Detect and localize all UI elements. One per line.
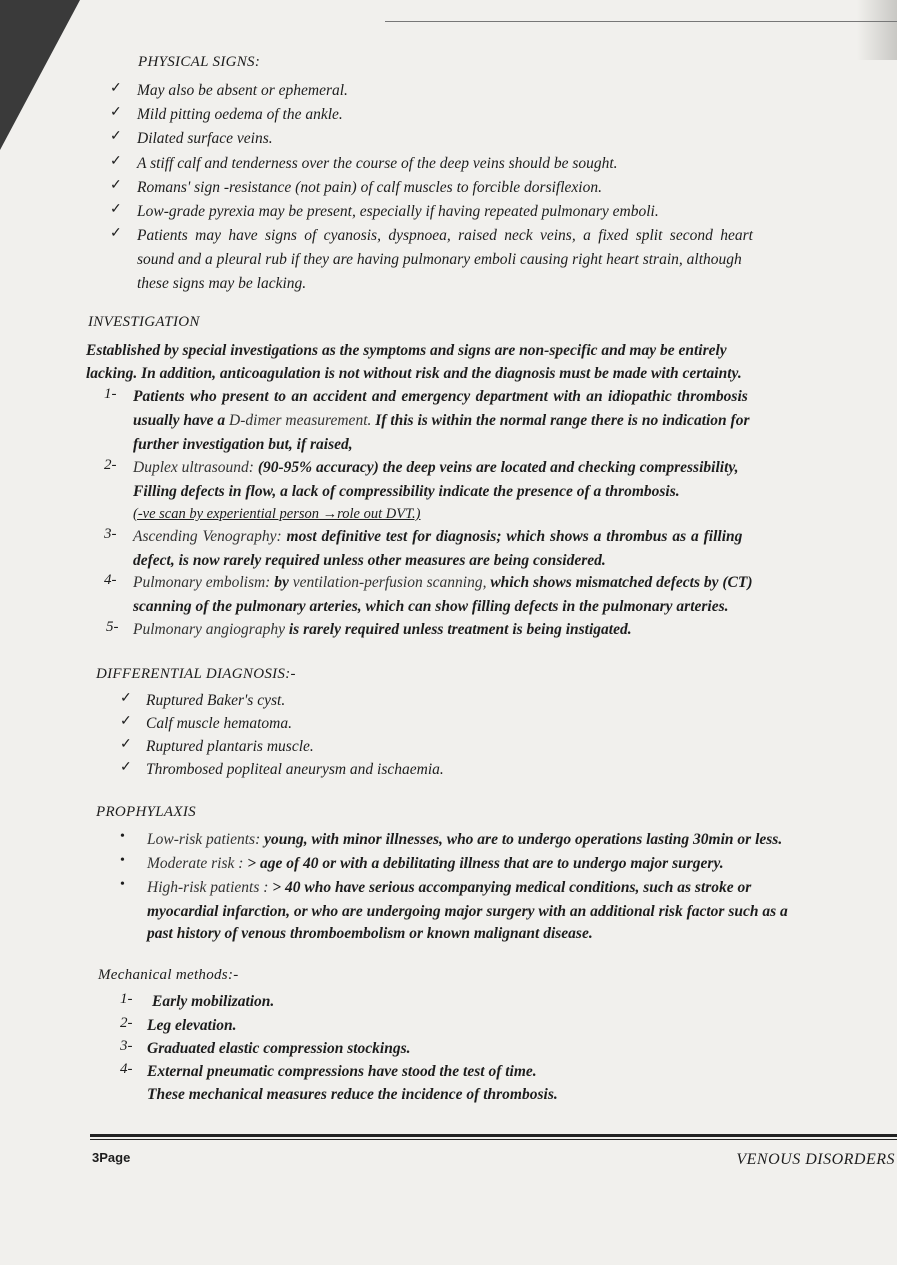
physical-signs-heading: PHYSICAL SIGNS:	[138, 54, 261, 70]
prophylaxis-item	[147, 828, 782, 851]
moderate-risk-term: Moderate risk :	[147, 855, 244, 872]
list-number: 5-	[106, 619, 119, 635]
check-icon: ✓	[110, 226, 122, 241]
mechanical-closing: These mechanical measures reduce the incidence of thrombosis.	[147, 1086, 558, 1103]
check-icon: ✓	[120, 691, 132, 706]
investigation-item-line	[133, 618, 632, 641]
differential-item: Ruptured Baker's cyst.	[146, 692, 286, 709]
mechanical-heading: Mechanical methods:-	[98, 967, 239, 983]
list-number: 4-	[120, 1061, 133, 1077]
physical-sign-item: May also be absent or ephemeral.	[137, 82, 348, 99]
text-run: young, with minor illnesses, who are to undergo operations lasting 30min or less.	[260, 831, 783, 848]
prophylaxis-heading: PROPHYLAXIS	[96, 804, 196, 820]
mechanical-item: Leg elevation.	[147, 1017, 237, 1034]
footer-rule	[90, 1139, 897, 1140]
text-run: by	[270, 574, 293, 591]
text-run: (90-95% accuracy) the deep veins are located and checking compressibility,	[253, 459, 739, 476]
physical-sign-item: Dilated surface veins.	[137, 130, 273, 147]
list-number: 1-	[104, 386, 117, 402]
list-number: 2-	[120, 1015, 133, 1031]
investigation-item-line: Filling defects in flow, a lack of compressibility indicate the presence of a thrombosis.	[133, 483, 680, 500]
text-run: is rarely required unless treatment is being instigated.	[284, 621, 632, 638]
investigation-item-line: scanning of the pulmonary arteries, which can show filling defects in the pulmonary arteries.	[133, 598, 729, 615]
differential-heading: DIFFERENTIAL DIAGNOSIS:-	[96, 666, 296, 682]
physical-sign-item: A stiff calf and tenderness over the course of the deep veins should be sought.	[137, 155, 618, 172]
list-number: 3-	[104, 526, 117, 542]
prophylaxis-item	[147, 852, 724, 875]
duplex-term: Duplex ultrasound:	[133, 459, 254, 476]
pe-term: Pulmonary embolism:	[133, 574, 271, 591]
prophylaxis-item-line: past history of venous thromboembolism or known malignant disease.	[147, 925, 593, 942]
text-run: most definitive test for diagnosis; which shows a thrombus as a filling	[281, 528, 743, 545]
footer-title: VENOUS DISORDERS	[736, 1151, 895, 1168]
angiography-term: Pulmonary angiography	[133, 621, 285, 638]
physical-sign-item-line: these signs may be lacking.	[137, 275, 307, 292]
differential-item: Calf muscle hematoma.	[146, 715, 292, 732]
check-icon: ✓	[110, 105, 122, 120]
text-run: > 40 who have serious accompanying medical conditions, such as stroke or	[268, 879, 752, 896]
investigation-item-line	[133, 456, 739, 479]
physical-sign-item-line: Patients may have signs of cyanosis, dyspnoea, raised neck veins, a fixed split second heart	[137, 227, 753, 244]
vq-term: ventilation-perfusion scanning,	[292, 574, 487, 591]
check-icon: ✓	[110, 81, 122, 96]
footer-rule	[90, 1134, 897, 1137]
investigation-intro-line: lacking. In addition, anticoagulation is not without risk and the diagnosis must be made with certainty.	[86, 365, 742, 382]
prophylaxis-item-line: myocardial infarction, or who are undergoing major surgery with an additional risk factor such as a	[147, 903, 788, 920]
check-icon: ✓	[120, 760, 132, 775]
mechanical-item: Early mobilization.	[152, 993, 275, 1010]
header-rule	[385, 21, 897, 22]
investigation-item-line	[133, 571, 753, 594]
bullet-icon: •	[120, 877, 125, 892]
bullet-icon: •	[120, 853, 125, 868]
check-icon: ✓	[110, 154, 122, 169]
investigation-item-line: Patients who present to an accident and emergency department with an idiopathic thrombosis	[133, 388, 748, 405]
physical-sign-item-line: sound and a pleural rub if they are having pulmonary emboli causing right heart strain, although	[137, 251, 742, 268]
physical-sign-item: Low-grade pyrexia may be present, especially if having repeated pulmonary emboli.	[137, 203, 659, 220]
page-corner-shadow	[0, 0, 80, 150]
investigation-item-line: further investigation but, if raised,	[133, 436, 353, 453]
physical-sign-item: Romans' sign -resistance (not pain) of calf muscles to forcible dorsiflexion.	[137, 179, 602, 196]
low-risk-term: Low-risk patients:	[147, 831, 261, 848]
list-number: 4-	[104, 572, 117, 588]
prophylaxis-item	[147, 876, 751, 899]
check-icon: ✓	[120, 737, 132, 752]
venography-term: Ascending Venography:	[133, 528, 282, 545]
text-run: which shows mismatched defects by (CT)	[486, 574, 753, 591]
investigation-intro-line: Established by special investigations as the symptoms and signs are non-specific and may be entirely	[86, 342, 727, 359]
investigation-item-line: defect, is now rarely required unless other measures are being considered.	[133, 552, 606, 569]
investigation-item-line	[133, 409, 750, 432]
check-icon: ✓	[120, 714, 132, 729]
mechanical-item: External pneumatic compressions have stood the test of time.	[147, 1063, 537, 1080]
differential-item: Ruptured plantaris muscle.	[146, 738, 314, 755]
check-icon: ✓	[110, 178, 122, 193]
bullet-icon: •	[120, 829, 125, 844]
text-run: If this is within the normal range there is no indication for	[371, 412, 750, 429]
investigation-heading: INVESTIGATION	[88, 314, 200, 330]
investigation-item-line	[133, 525, 742, 548]
mechanical-item: Graduated elastic compression stockings.	[147, 1040, 411, 1057]
handwritten-note: (-ve scan by experiential person →role out DVT.)	[133, 506, 421, 522]
page-number: 3Page	[92, 1150, 131, 1165]
differential-item: Thrombosed popliteal aneurysm and ischaemia.	[146, 761, 444, 778]
page-edge-shadow	[857, 0, 897, 60]
physical-sign-item: Mild pitting oedema of the ankle.	[137, 106, 343, 123]
check-icon: ✓	[110, 129, 122, 144]
d-dimer-term: D-dimer measurement.	[229, 412, 372, 429]
list-number: 2-	[104, 457, 117, 473]
list-number: 1-	[120, 991, 133, 1007]
text-run: > age of 40 or with a debilitating illness that are to undergo major surgery.	[243, 855, 724, 872]
check-icon: ✓	[110, 202, 122, 217]
high-risk-term: High-risk patients :	[147, 879, 269, 896]
text-run: usually have a	[133, 412, 230, 429]
list-number: 3-	[120, 1038, 133, 1054]
